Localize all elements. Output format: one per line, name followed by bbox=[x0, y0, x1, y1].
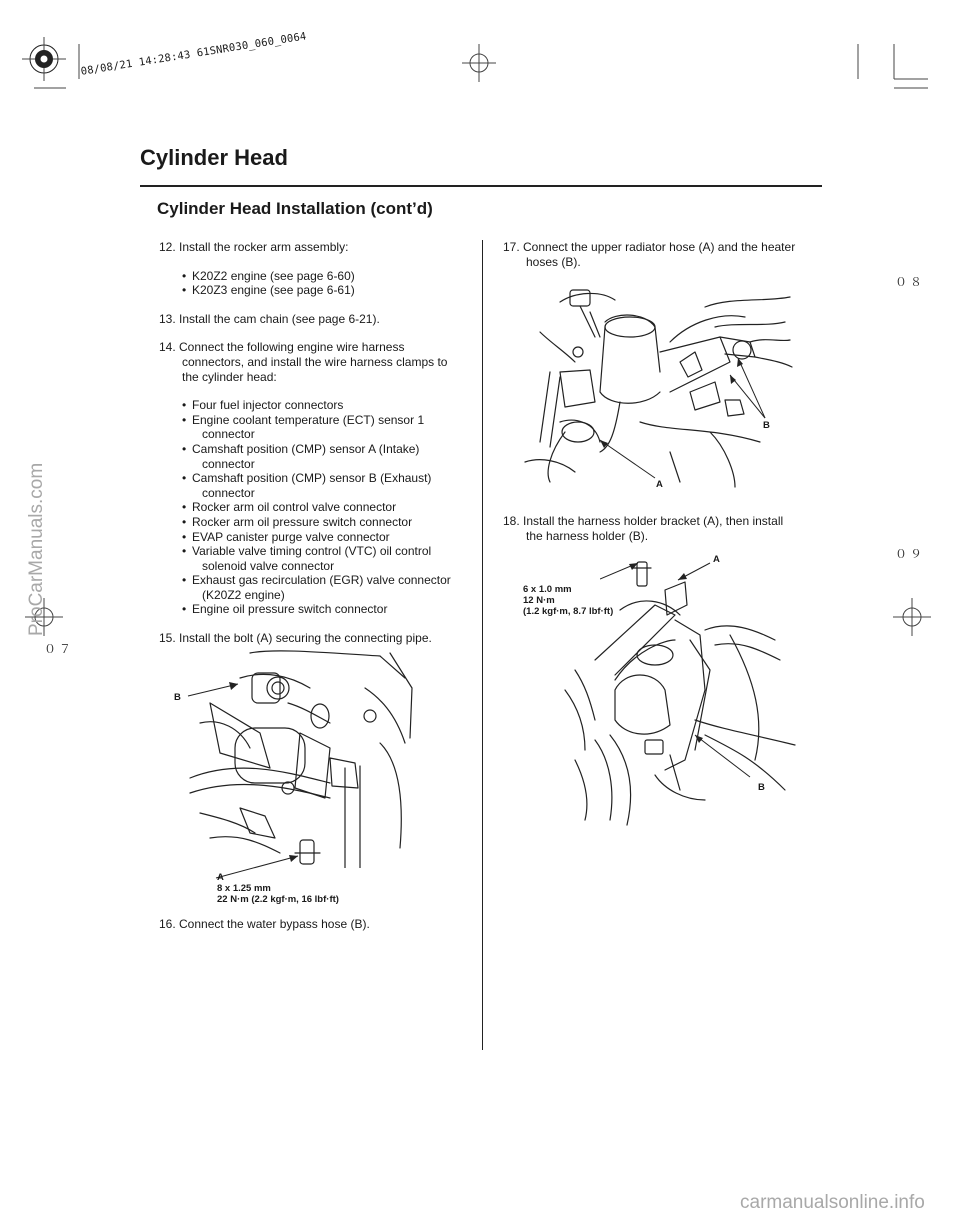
step-14-line-2: connectors, and install the wire harness clamps to bbox=[182, 354, 448, 369]
list-item bbox=[182, 544, 479, 573]
step-12-list bbox=[182, 269, 479, 298]
list-item: • K20Z3 engine (see page 6-61) bbox=[182, 283, 479, 298]
list-item-text: Exhaust gas recirculation (EGR) valve connector bbox=[192, 573, 451, 588]
figure-1-leaders bbox=[180, 670, 320, 890]
list-item-cont: solenoid valve connector bbox=[202, 558, 335, 573]
list-item-cont: connector bbox=[202, 485, 255, 500]
list-item-cont: (K20Z2 engine) bbox=[202, 587, 285, 602]
figure-2-label-b: B bbox=[763, 420, 770, 431]
list-item-text: Rocker arm oil pressure switch connector bbox=[192, 514, 413, 529]
figure-2-leaders bbox=[580, 340, 780, 490]
side-mark-07: ０７ bbox=[44, 642, 75, 656]
step-14-line-3: the cylinder head: bbox=[182, 369, 277, 384]
list-item bbox=[182, 398, 479, 413]
list-item bbox=[182, 471, 479, 500]
step-17-line-2: hoses (B). bbox=[526, 254, 581, 269]
figure-1-spec-size: 8 x 1.25 mm bbox=[217, 883, 271, 894]
list-item bbox=[182, 413, 479, 442]
list-item-text: Camshaft position (CMP) sensor A (Intake) bbox=[192, 441, 420, 456]
figure-3-leaders bbox=[600, 555, 780, 795]
figure-3-spec-torque-alt: (1.2 kgf·m, 8.7 lbf·ft) bbox=[523, 606, 614, 617]
page-title: Cylinder Head bbox=[140, 145, 288, 170]
print-stamp: 08/08/21 14:28:43 61SNR030_060_0064 bbox=[80, 30, 308, 78]
left-watermark: ProCarManuals.com bbox=[26, 462, 47, 636]
side-mark-08: ０８ bbox=[895, 275, 926, 289]
step-17-line-1: 17. Connect the upper radiator hose (A) and the heater bbox=[503, 240, 796, 254]
list-item-cont: connector bbox=[202, 427, 255, 442]
figure-3-label-a: A bbox=[713, 554, 720, 565]
figure-2-label-a: A bbox=[656, 479, 663, 490]
section-title: Cylinder Head Installation (cont’d) bbox=[157, 199, 433, 218]
step-16: 16. Connect the water bypass hose (B). bbox=[159, 917, 370, 931]
bottom-watermark: carmanualsonline.info bbox=[740, 1192, 925, 1213]
left-column bbox=[159, 240, 479, 646]
step-13: 13. Install the cam chain (see page 6-21). bbox=[159, 311, 380, 326]
list-item bbox=[182, 530, 479, 545]
list-item bbox=[182, 442, 479, 471]
step-18 bbox=[503, 514, 833, 543]
figure-1-label-b: B bbox=[174, 692, 181, 703]
figure-3-spec-size: 6 x 1.0 mm bbox=[523, 584, 572, 595]
list-item-text: Variable valve timing control (VTC) oil control bbox=[192, 544, 432, 559]
side-mark-09: ０９ bbox=[895, 547, 926, 561]
figure-1-spec-torque: 22 N·m (2.2 kgf·m, 16 lbf·ft) bbox=[217, 894, 339, 905]
column-divider bbox=[482, 240, 483, 1050]
step-17 bbox=[503, 240, 833, 269]
step-14-list bbox=[182, 398, 479, 617]
list-item-text: Four fuel injector connectors bbox=[192, 398, 344, 413]
header-rule bbox=[140, 185, 822, 187]
step-15: 15. Install the bolt (A) securing the connecting pipe. bbox=[159, 631, 432, 646]
list-item-text: Rocker arm oil control valve connector bbox=[192, 500, 397, 515]
list-item: • K20Z2 engine (see page 6-60) bbox=[182, 269, 479, 284]
list-item-cont: connector bbox=[202, 456, 255, 471]
step-18-line-2: the harness holder (B). bbox=[526, 528, 649, 543]
list-item bbox=[182, 500, 479, 515]
list-item bbox=[182, 515, 479, 530]
step-14 bbox=[159, 340, 479, 384]
figure-1-label-a: A bbox=[217, 872, 224, 883]
step-12: 12. Install the rocker arm assembly: bbox=[159, 240, 349, 254]
figure-3-spec-torque: 12 N·m bbox=[523, 595, 555, 606]
step-18-line-1: 18. Install the harness holder bracket (A), then install bbox=[503, 514, 784, 528]
list-item-text: Engine oil pressure switch connector bbox=[192, 602, 388, 617]
step-14-line-1: 14. Connect the following engine wire harness bbox=[159, 340, 405, 355]
list-item-text: EVAP canister purge valve connector bbox=[192, 529, 390, 544]
list-item-text: Engine coolant temperature (ECT) sensor 1 bbox=[192, 412, 425, 427]
list-item bbox=[182, 602, 479, 617]
list-item-text: Camshaft position (CMP) sensor B (Exhaust) bbox=[192, 471, 432, 486]
list-item bbox=[182, 573, 479, 602]
figure-3-label-b: B bbox=[758, 782, 765, 793]
